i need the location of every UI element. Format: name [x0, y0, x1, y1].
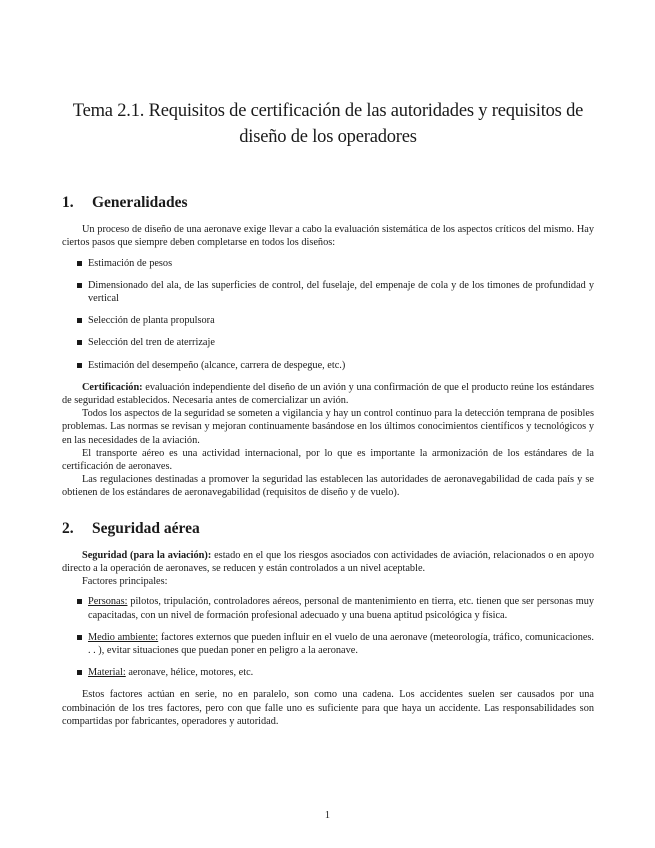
- section-number: 1.: [62, 194, 74, 211]
- list-item: [62, 631, 594, 657]
- section-title: Generalidades: [92, 194, 188, 211]
- closing-paragraph: Estos factores actúan en serie, no en paralelo, son como una cadena. Los accidentes suelen ser causados por una combinación de los tres factores, pero con que falle uno es suficiente para que haya un accidente. Las responsabilidades son compartidas por fabricantes, operadores y autoridad.: [62, 689, 594, 727]
- bullet-icon: [77, 635, 82, 640]
- list-item: [62, 336, 594, 349]
- factor-text: pilotos, tripulación, controladores aéreos, personal de mantenimiento en tierra, etc. tienen que ser personas muy capacitadas, con un nivel de formación profesional adecuado y una buena aptitud psicológica y física.: [88, 596, 594, 621]
- body-paragraph: Todos los aspectos de la seguridad se someten a vigilancia y hay un control continuo para la detección temprana de posibles problemas. Las normas se revisan y mejoran continuamente basándose en los últimos conocimientos científicos y tecnológicos y en las necesidades de la aviación.: [62, 408, 594, 446]
- page-number: 1: [324, 810, 331, 821]
- body-paragraph: Las regulaciones destinadas a promover la seguridad las establecen las autoridades de aeronavegabilidad de cada país y se obtienen de los estándares de aeronavegabilidad (requisitos de diseño y de vuelo).: [62, 474, 594, 499]
- bullet-icon: [77, 340, 82, 345]
- certification-term: Certificación:: [82, 381, 143, 393]
- list-item: [62, 359, 594, 372]
- list-item-text: Selección del tren de aterrizaje: [88, 337, 215, 349]
- list-item: [62, 595, 594, 621]
- bullet-icon: [77, 318, 82, 323]
- factors-label: Factores principales:: [82, 576, 168, 588]
- list-item-text: Estimación de pesos: [88, 257, 173, 269]
- bullet-icon: [77, 599, 82, 604]
- definition-paragraph: [62, 549, 594, 575]
- factor-term: Material:: [88, 667, 126, 679]
- list-item-text: Selección de planta propulsora: [88, 315, 215, 327]
- definition-term: Seguridad (para la aviación):: [82, 549, 212, 561]
- certification-paragraph: [62, 381, 594, 407]
- certification-text: evaluación independiente del diseño de un avión y una confirmación de que el producto reúne los estándares de seguridad establecidos. Necesaria antes de comercializar un avión.: [62, 381, 594, 407]
- intro-paragraph: Un proceso de diseño de una aeronave exige llevar a cabo la evaluación sistemática de los aspectos críticos del mismo. Hay ciertos pasos que siempre deben completarse en todos los diseños:: [62, 224, 594, 249]
- bullet-icon: [77, 363, 82, 368]
- bullet-icon: [77, 261, 82, 266]
- section-heading-seguridad: [62, 519, 594, 537]
- body-paragraph: El transporte aéreo es una actividad internacional, por lo que es importante la armonización de los estándares de la certificación de aeronaves.: [62, 447, 594, 473]
- list-item: [62, 279, 594, 305]
- definition-text: estado en el que los riesgos asociados con actividades de aviación, relacionados o en apoyo directo a la operación de aeronaves, se reducen y están controlados a un nivel aceptable.: [62, 549, 594, 575]
- list-item-text: Dimensionado del ala, de las superficies de control, del fuselaje, del empenaje de cola y de los timones de profundidad y vertical: [88, 279, 594, 305]
- section-heading-generalidades: [62, 196, 594, 209]
- factor-term: Personas:: [88, 596, 128, 608]
- bullet-icon: [77, 670, 82, 675]
- list-item: [62, 314, 594, 327]
- factor-text: factores externos que pueden influir en el vuelo de una aeronave (meteorología, tráfico, comunicaciones. . . ), evitar situaciones que puedan poner en peligro a la aeronave.: [88, 631, 594, 657]
- list-item: [62, 257, 594, 270]
- section-number: 2.: [62, 519, 74, 537]
- list-item: [62, 666, 594, 679]
- bullet-icon: [77, 283, 82, 288]
- section-title: Seguridad aérea: [92, 519, 200, 537]
- factors-list: [62, 595, 594, 679]
- page-title: Tema 2.1. Requisitos de certificación de las autoridades y requisitos de diseño de los operadores: [72, 101, 584, 147]
- document-body: [62, 196, 594, 728]
- factor-text: aeronave, hélice, motores, etc.: [125, 667, 254, 679]
- design-steps-list: [62, 257, 594, 372]
- list-item-text: Estimación del desempeño (alcance, carrera de despegue, etc.): [88, 359, 346, 371]
- factor-term: Medio ambiente:: [88, 631, 159, 643]
